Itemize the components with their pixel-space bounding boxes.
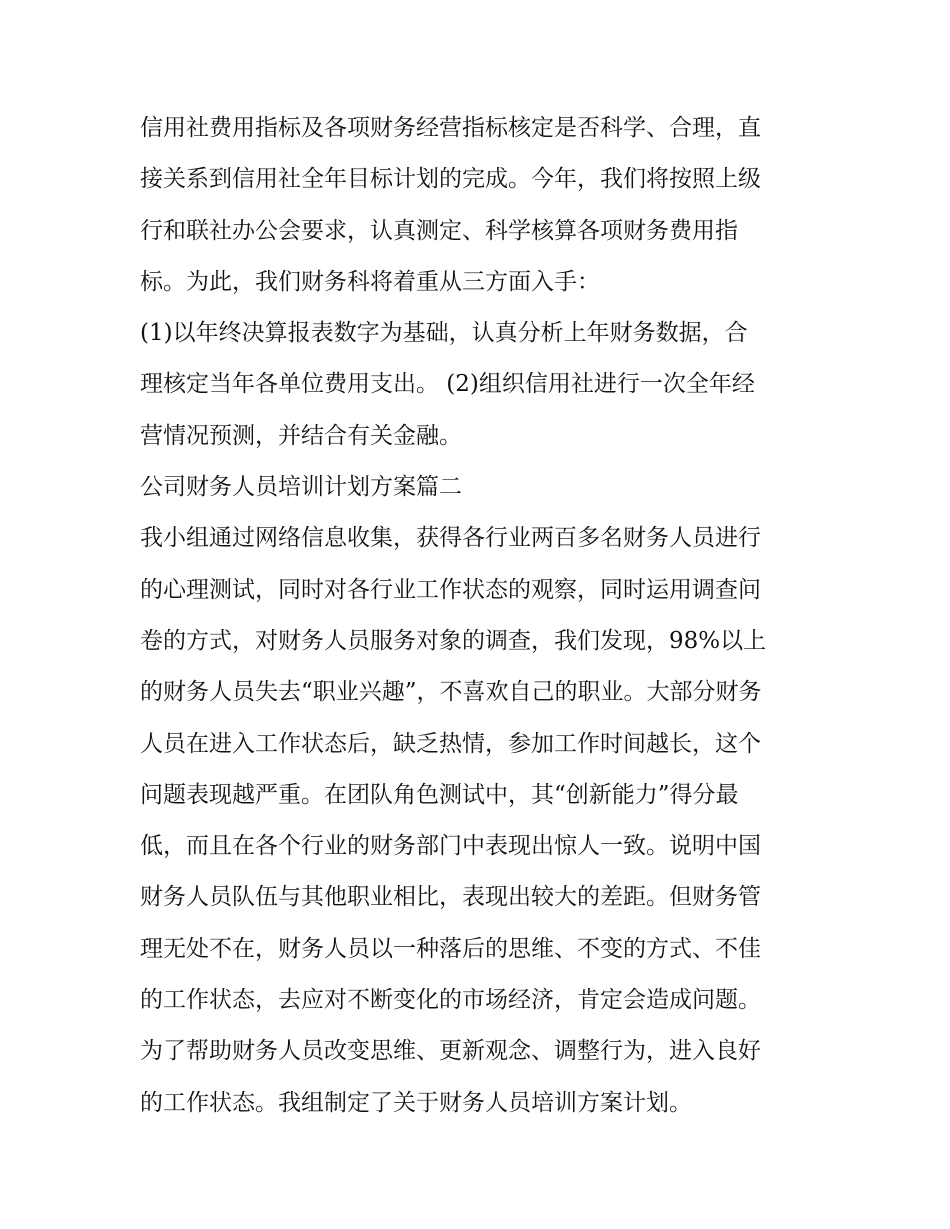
- text-line: 标。为此，我们财务科将着重从三方面入手：: [140, 268, 600, 295]
- text-line: 接关系到信用社全年目标计划的完成。今年，我们将按照上级: [140, 166, 761, 193]
- text-line: 的工作状态。我组制定了关于财务人员培训方案计划。: [140, 1089, 692, 1116]
- text-line: 为了帮助财务人员改变思维、更新观念、调整行为，进入良好: [140, 1038, 761, 1065]
- text-line: 营情况预测，并结合有关金融。: [140, 422, 462, 449]
- text-line: 财务人员队伍与其他职业相比，表现出较大的差距。但财务管: [140, 884, 761, 911]
- text-line: 的工作状态，去应对不断变化的市场经济，肯定会造成问题。: [140, 987, 761, 1014]
- text-line: 信用社费用指标及各项财务经营指标核定是否科学、合理，直: [140, 115, 761, 141]
- text-line: 卷的方式，对财务人员服务对象的调查，我们发现，98%以上: [140, 627, 767, 654]
- text-line: 低，而且在各个行业的财务部门中表现出惊人一致。说明中国: [140, 833, 761, 860]
- text-line: 理无处不在，财务人员以一种落后的思维、不变的方式、不佳: [140, 935, 761, 962]
- section-heading: 公司财务人员培训计划方案篇二: [140, 474, 462, 501]
- text-line: 问题表现越严重。在团队角色测试中，其“创新能力”得分最: [140, 781, 739, 808]
- text-line: 我小组通过网络信息收集，获得各行业两百多名财务人员进行: [140, 525, 761, 552]
- document-body: [140, 103, 830, 1129]
- text-line: 的心理测试，同时对各行业工作状态的观察，同时运用调查问: [140, 576, 761, 603]
- text-line: 的财务人员失去“职业兴趣”，不喜欢自己的职业。大部分财务: [140, 679, 762, 706]
- text-line: 人员在进入工作状态后，缺乏热情，参加工作时间越长，这个: [140, 730, 761, 757]
- text-line: (1)以年终决算报表数字为基础，认真分析上年财务数据，合: [140, 320, 748, 347]
- text-line: 行和联社办公会要求，认真测定、科学核算各项财务费用指: [140, 217, 738, 244]
- text-line: 理核定当年各单位费用支出。 (2)组织信用社进行一次全年经: [140, 371, 755, 398]
